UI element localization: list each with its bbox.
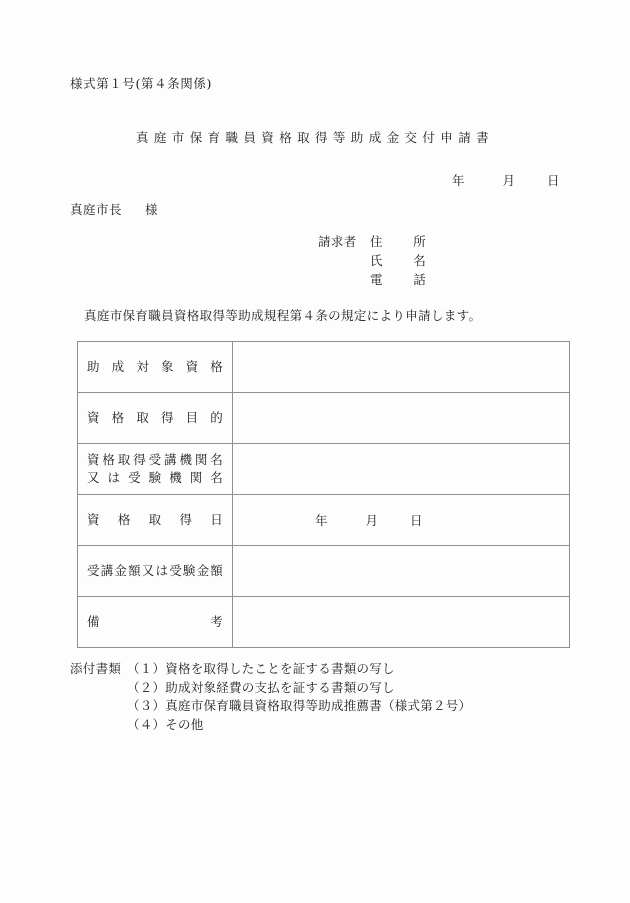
row-value-course-or-exam-fee[interactable] <box>233 546 570 597</box>
requester-label: 請求者 <box>318 234 357 249</box>
date-day-label: 日 <box>546 173 560 188</box>
acquisition-date-line <box>233 511 569 529</box>
table-row <box>78 546 570 597</box>
list-item: （４）その他 <box>127 716 204 732</box>
attachments-section <box>70 660 471 734</box>
date-year-label: 年 <box>452 173 465 188</box>
row-label-subsidy-target-qualification <box>78 342 233 393</box>
page-title: 真庭市保育職員資格取得等助成金交付申請書 <box>136 130 495 145</box>
date-month-label: 月 <box>502 173 515 188</box>
acquisition-date-month-label: 月 <box>365 513 378 528</box>
table-row <box>78 444 570 495</box>
requester-row-name <box>318 251 426 270</box>
application-statement: 真庭市保育職員資格取得等助成規程第４条の規定により申請します。 <box>84 308 482 323</box>
label-text-line-2: 又は受験機関名 <box>87 470 223 485</box>
acquisition-date-day-label: 日 <box>409 513 423 528</box>
label-text: 資格取得日 <box>87 511 223 527</box>
row-label-qualification-purpose <box>78 393 233 444</box>
addressee <box>70 200 158 218</box>
label-text: 助成対象資格 <box>87 358 223 374</box>
requester-row-phone <box>318 270 426 289</box>
requester-phone-label: 電話 <box>370 272 426 287</box>
addressee-name: 真庭市長 <box>70 202 123 217</box>
date-line <box>452 171 559 189</box>
form-number: 様式第１号(第４条関係) <box>70 76 212 91</box>
requester-name-label: 氏名 <box>370 253 426 268</box>
row-label-institution-name <box>78 444 233 495</box>
table-row <box>78 393 570 444</box>
row-label-course-or-exam-fee <box>78 546 233 597</box>
requester-block <box>318 232 426 289</box>
list-item: （１）資格を取得したことを証する書類の写し <box>127 661 395 676</box>
requester-row-address <box>318 232 426 251</box>
label-text: 資格取得目的 <box>87 409 223 425</box>
label-text: 備考 <box>87 613 223 629</box>
list-item: （３）真庭市保育職員資格取得等助成推薦書（様式第２号） <box>127 698 472 713</box>
attachments-list <box>127 679 471 735</box>
row-label-remarks <box>78 597 233 648</box>
table-row <box>78 342 570 393</box>
label-text <box>87 451 223 487</box>
label-text-line-1: 資格取得受講機関名 <box>87 451 223 467</box>
row-value-remarks[interactable] <box>233 597 570 648</box>
table-row <box>78 495 570 546</box>
addressee-honorific: 様 <box>144 202 158 217</box>
table-row <box>78 597 570 648</box>
application-form-table <box>77 341 570 648</box>
row-value-qualification-purpose[interactable] <box>233 393 570 444</box>
label-text: 受講金額又は受験金額 <box>87 562 223 578</box>
row-value-acquisition-date[interactable] <box>233 495 570 546</box>
row-value-institution-name[interactable] <box>233 444 570 495</box>
attachments-heading: 添付書類 <box>70 661 122 676</box>
list-item: （２）助成対象経費の支払を証する書類の写し <box>127 679 395 695</box>
row-value-subsidy-target-qualification[interactable] <box>233 342 570 393</box>
row-label-acquisition-date <box>78 495 233 546</box>
acquisition-date-year-label: 年 <box>315 513 328 528</box>
requester-address-label: 住所 <box>370 234 426 249</box>
attachments-first-line <box>70 660 471 679</box>
